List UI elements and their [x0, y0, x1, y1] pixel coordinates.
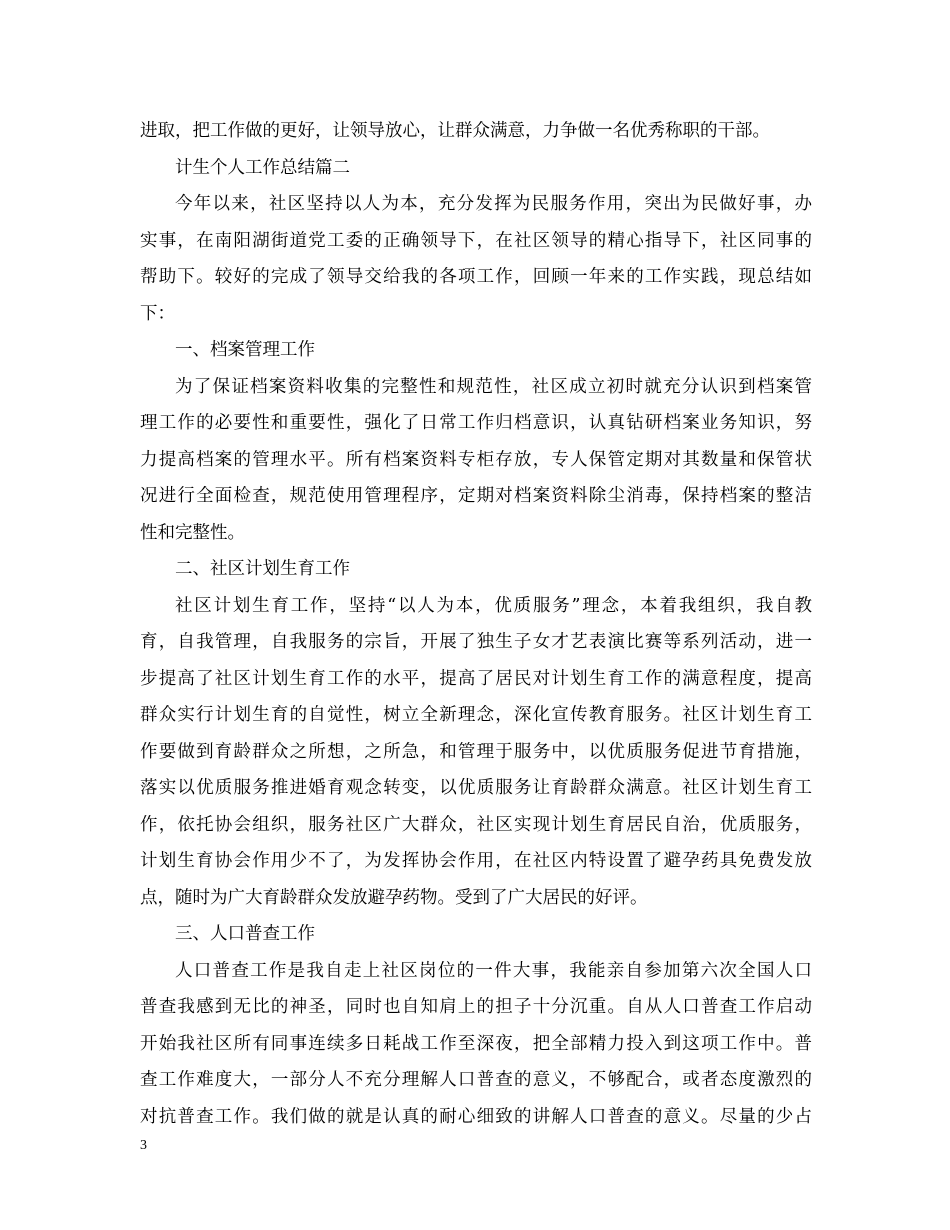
text-line: 为了保证档案资料收集的完整性和规范性，社区成立初时就充分认识到档案管 — [175, 376, 812, 397]
text-line: 对抗普查工作。我们做的就是认真的耐心细致的讲解人口普查的意义。尽量的少占 — [140, 1106, 812, 1127]
text-line: 作要做到育龄群众之所想，之所急，和管理于服务中，以优质服务促进节育措施， — [140, 741, 812, 762]
text-line: 计生个人工作总结篇二 — [175, 157, 350, 178]
text-line: 一、档案管理工作 — [175, 340, 315, 360]
text-line: 作，依托协会组织，服务社区广大群众，社区实现计划生育居民自治，优质服务， — [140, 814, 812, 835]
text-line: 查工作难度大，一部分人不充分理解人口普查的意义，不够配合，或者态度激烈的 — [140, 1070, 812, 1090]
text-line: 性和完整性。 — [140, 522, 245, 543]
page-number: 3 — [140, 1138, 147, 1153]
text-line: 开始我社区所有同事连续多日耗战工作至深夜，把全部精力投入到这项工作中。普 — [140, 1033, 812, 1054]
text-line: 实事，在南阳湖街道党工委的正确领导下，在社区领导的精心指导下，社区同事的 — [140, 230, 812, 251]
text-line: 进取，把工作做的更好，让领导放心，让群众满意，力争做一名优秀称职的干部。 — [140, 121, 770, 141]
text-line: 普查我感到无比的神圣，同时也自知肩上的担子十分沉重。自从人口普查工作启动 — [140, 997, 812, 1017]
text-line: 计划生育协会作用少不了，为发挥协会作用，在社区内特设置了避孕药具免费发放 — [140, 851, 812, 871]
text-line: 力提高档案的管理水平。所有档案资料专柜存放，专人保管定期对其数量和保管状 — [140, 449, 812, 470]
text-line: 今年以来，社区坚持以人为本，充分发挥为民服务作用，突出为民做好事，办 — [175, 194, 812, 214]
document-body — [140, 113, 812, 1135]
text-line: 点，随时为广大育龄群众发放避孕药物。受到了广大居民的好评。 — [140, 887, 648, 908]
text-line: 下： — [140, 303, 175, 324]
text-line: 况进行全面检查，规范使用管理程序，定期对档案资料除尘消毒，保持档案的整洁 — [140, 486, 812, 506]
text-line: 帮助下。较好的完成了领导交给我的各项工作，回顾一年来的工作实践，现总结如 — [140, 267, 812, 287]
text-line: 育，自我管理，自我服务的宗旨，开展了独生子女才艺表演比赛等系列活动，进一 — [140, 632, 812, 652]
text-line: 二、社区计划生育工作 — [175, 559, 350, 579]
text-line: 群众实行计划生育的自觉性，树立全新理念，深化宣传教育服务。社区计划生育工 — [140, 705, 812, 725]
text-line: 社区计划生育工作，坚持“以人为本，优质服务”理念，本着我组织，我自教 — [175, 595, 812, 616]
text-line: 人口普查工作是我自走上社区岗位的一件大事，我能亲自参加第六次全国人口 — [175, 960, 812, 981]
text-line: 步提高了社区计划生育工作的水平，提高了居民对计划生育工作的满意程度，提高 — [140, 668, 812, 689]
text-line: 理工作的必要性和重要性，强化了日常工作归档意识，认真钻研档案业务知识，努 — [140, 413, 812, 433]
text-line: 三、人口普查工作 — [175, 924, 315, 944]
text-line: 落实以优质服务推进婚育观念转变，以优质服务让育龄群众满意。社区计划生育工 — [140, 778, 812, 798]
